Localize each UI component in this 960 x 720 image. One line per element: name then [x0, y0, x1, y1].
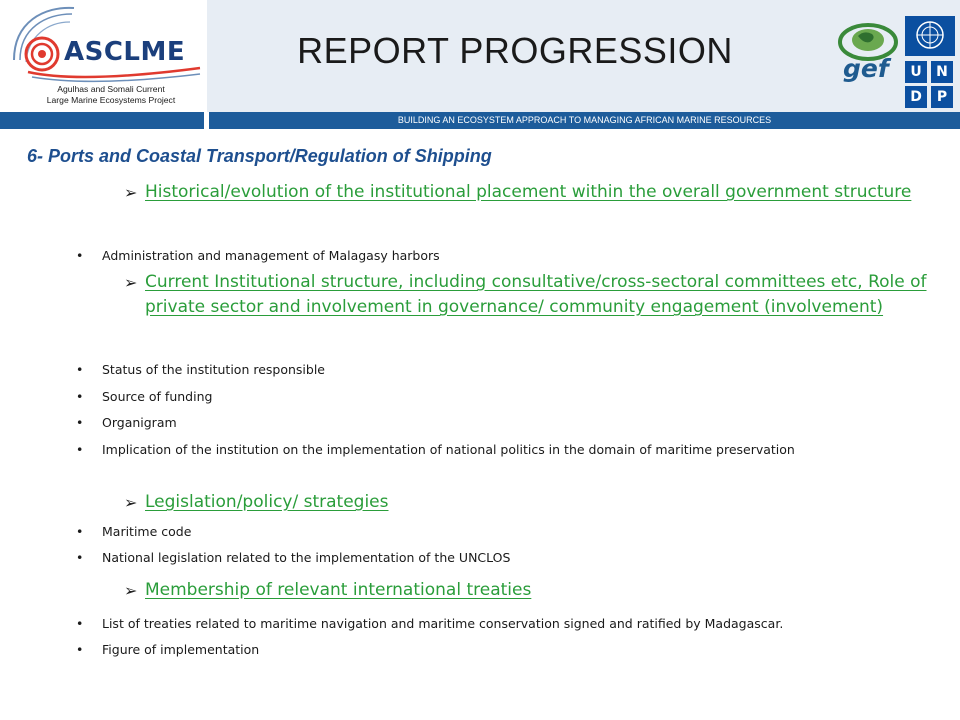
un-emblem-icon: [905, 16, 955, 56]
asclme-logo: [0, 0, 205, 112]
undp-logo: [905, 16, 955, 108]
section-heading: [124, 578, 934, 603]
list-item: [76, 387, 936, 406]
undp-letter-u: U: [905, 61, 927, 83]
list-item-text: Maritime code: [102, 524, 192, 539]
list-item-text: National legislation related to the implementation of the UNCLOS: [102, 550, 511, 565]
bullet-dot-icon: •: [76, 442, 84, 457]
list-item-text: Implication of the institution on the implementation of national politics in the domain of maritime preservation: [102, 442, 795, 457]
list-item: [76, 413, 936, 432]
logo-caption-line2: Large Marine Ecosystems Project: [46, 95, 176, 105]
section-title: 6- Ports and Coastal Transport/Regulation of Shipping: [27, 146, 492, 166]
banner-text: BUILDING AN ECOSYSTEM APPROACH TO MANAGING AFRICAN MARINE RESOURCES: [397, 115, 772, 125]
list-item-text: Administration and management of Malagasy harbors: [102, 248, 440, 263]
section-heading-text: Membership of relevant international treaties: [145, 580, 532, 600]
list-item: [76, 640, 936, 659]
arrow-bullet-icon: ➢: [124, 273, 138, 292]
gef-logo-text: gef: [843, 54, 889, 83]
section-heading-text: Legislation/policy/ strategies: [145, 492, 389, 512]
bullet-dot-icon: •: [76, 362, 84, 377]
logo-caption: [26, 84, 196, 106]
bullet-dot-icon: •: [76, 248, 84, 263]
list-item-text: Status of the institution responsible: [102, 362, 325, 377]
list-item: [76, 246, 936, 265]
logo-caption-line1: Agulhas and Somali Current: [57, 84, 165, 94]
list-item: [76, 360, 936, 379]
section-heading: [124, 180, 934, 205]
page-title: REPORT PROGRESSION: [297, 30, 733, 71]
undp-letter-n: N: [931, 61, 953, 83]
logo-name: ASCLME: [64, 37, 186, 67]
list-item-text: Organigram: [102, 415, 177, 430]
list-item-text: Source of funding: [102, 389, 213, 404]
list-item: [76, 522, 936, 541]
bullet-dot-icon: •: [76, 550, 84, 565]
undp-letter-d: D: [905, 86, 927, 108]
bullet-dot-icon: •: [76, 642, 84, 657]
arrow-bullet-icon: ➢: [124, 493, 138, 512]
arrow-bullet-icon: ➢: [124, 183, 138, 202]
bullet-dot-icon: •: [76, 616, 84, 631]
arrow-bullet-icon: ➢: [124, 581, 138, 600]
list-item: [76, 614, 936, 633]
bullet-dot-icon: •: [76, 524, 84, 539]
list-item: [76, 440, 936, 459]
banner-left: [0, 112, 204, 129]
section-heading-text: Current Institutional structure, including consultative/cross-sectoral committees etc, Role of private sector and involvement in governance/ community engagement (involvement): [145, 272, 927, 317]
section-heading: [124, 270, 934, 320]
section-heading: [124, 490, 934, 515]
section-heading-text: Historical/evolution of the institutional placement within the overall government structure: [145, 182, 912, 202]
undp-letter-p: P: [931, 86, 953, 108]
bullet-dot-icon: •: [76, 389, 84, 404]
list-item: [76, 548, 936, 567]
list-item-text: Figure of implementation: [102, 642, 260, 657]
list-item-text: List of treaties related to maritime navigation and maritime conservation signed and ratified by Madagascar.: [102, 616, 784, 631]
bullet-dot-icon: •: [76, 415, 84, 430]
